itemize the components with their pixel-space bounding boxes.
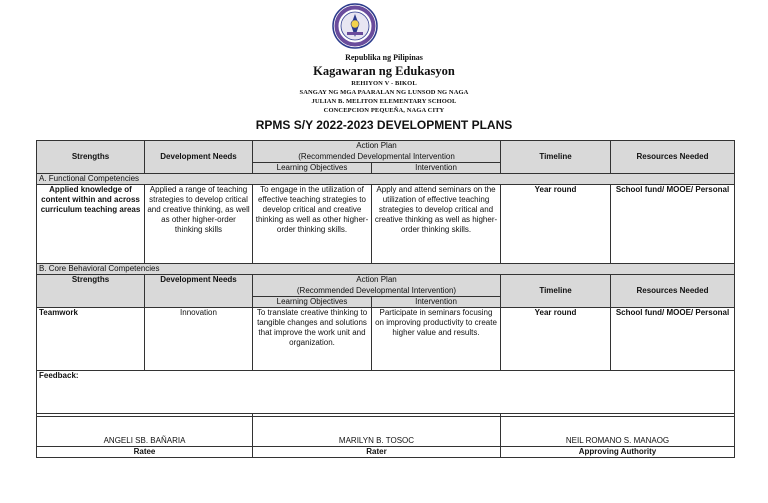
signature-table xyxy=(36,413,735,458)
section-b-strength: Teamwork xyxy=(37,308,145,371)
section-b-resources: School fund/ MOOE/ Personal xyxy=(611,308,735,371)
feedback-box: Feedback: xyxy=(37,371,735,417)
section-b-intervention: Participate in seminars focusing on improving productivity to create higher value and results. xyxy=(372,308,501,371)
header-development-needs: Development Needs xyxy=(145,141,253,174)
section-a-intervention: Apply and attend seminars on the utilization of effective teaching strategies to develop critical and creative thinking as well as higher-order thinking skills. xyxy=(372,185,501,264)
header-intervention: Intervention xyxy=(372,163,501,174)
republic-line: Republika ng Pilipinas xyxy=(345,53,423,62)
header-intervention-b: Intervention xyxy=(372,297,501,308)
rater-name: MARILYN B. TOSOC xyxy=(253,414,501,447)
header-strengths: Strengths xyxy=(37,141,145,174)
header-recommended: (Recommended Developmental Intervention xyxy=(253,152,501,163)
header-timeline: Timeline xyxy=(501,141,611,174)
department-name: Kagawaran ng Edukasyon xyxy=(313,64,455,78)
header-recommended-b: (Recommended Developmental Intervention) xyxy=(253,286,501,297)
region-line: REHIYON V - BIKOL xyxy=(351,80,417,87)
ratee-name: ANGELI SB. BAÑARIA xyxy=(37,414,253,447)
section-a-label: A. Functional Competencies xyxy=(37,174,735,185)
section-a-objective: To engage in the utilization of effective teaching strategies to develop critical and creative thinking as well as other higher-order thinking skills. xyxy=(253,185,372,264)
section-a-timeline: Year round xyxy=(501,185,611,264)
school-line: JULIAN B. MELITON ELEMENTARY SCHOOL xyxy=(311,98,457,105)
header-resources: Resources Needed xyxy=(611,141,735,174)
deped-seal-icon xyxy=(332,3,378,49)
address-line: CONCEPCION PEQUEÑA, NAGA CITY xyxy=(323,107,445,114)
section-b-timeline: Year round xyxy=(501,308,611,371)
page-title: RPMS S/Y 2022-2023 DEVELOPMENT PLANS xyxy=(255,118,513,132)
section-b-need: Innovation xyxy=(145,308,253,371)
section-b-objective: To translate creative thinking to tangible changes and solutions that improve the work unit and organization. xyxy=(253,308,372,371)
header-strengths-b: Strengths xyxy=(37,275,145,308)
rater-role: Rater xyxy=(253,447,501,458)
section-b-label: B. Core Behavioral Competencies xyxy=(37,264,735,275)
approver-role: Approving Authority xyxy=(501,447,735,458)
header-action-plan: Action Plan xyxy=(253,141,501,152)
development-plan-table xyxy=(36,140,735,417)
header-learning-objectives-b: Learning Objectives xyxy=(253,297,372,308)
ratee-role: Ratee xyxy=(37,447,253,458)
header-learning-objectives: Learning Objectives xyxy=(253,163,372,174)
division-line: SANGAY NG MGA PAARALAN NG LUNSOD NG NAGA xyxy=(299,89,469,96)
header-resources-b: Resources Needed xyxy=(611,275,735,308)
approver-name: NEIL ROMANO S. MANAOG xyxy=(501,414,735,447)
header-timeline-b: Timeline xyxy=(501,275,611,308)
section-a-strength: Applied knowledge of content within and across curriculum teaching areas xyxy=(37,185,145,264)
section-a-need: Applied a range of teaching strategies to develop critical and creative thinking, as well as other higher-order thinking skills xyxy=(145,185,253,264)
header-action-plan-b: Action Plan xyxy=(253,275,501,286)
section-a-resources: School fund/ MOOE/ Personal xyxy=(611,185,735,264)
header-development-needs-b: Development Needs xyxy=(145,275,253,308)
